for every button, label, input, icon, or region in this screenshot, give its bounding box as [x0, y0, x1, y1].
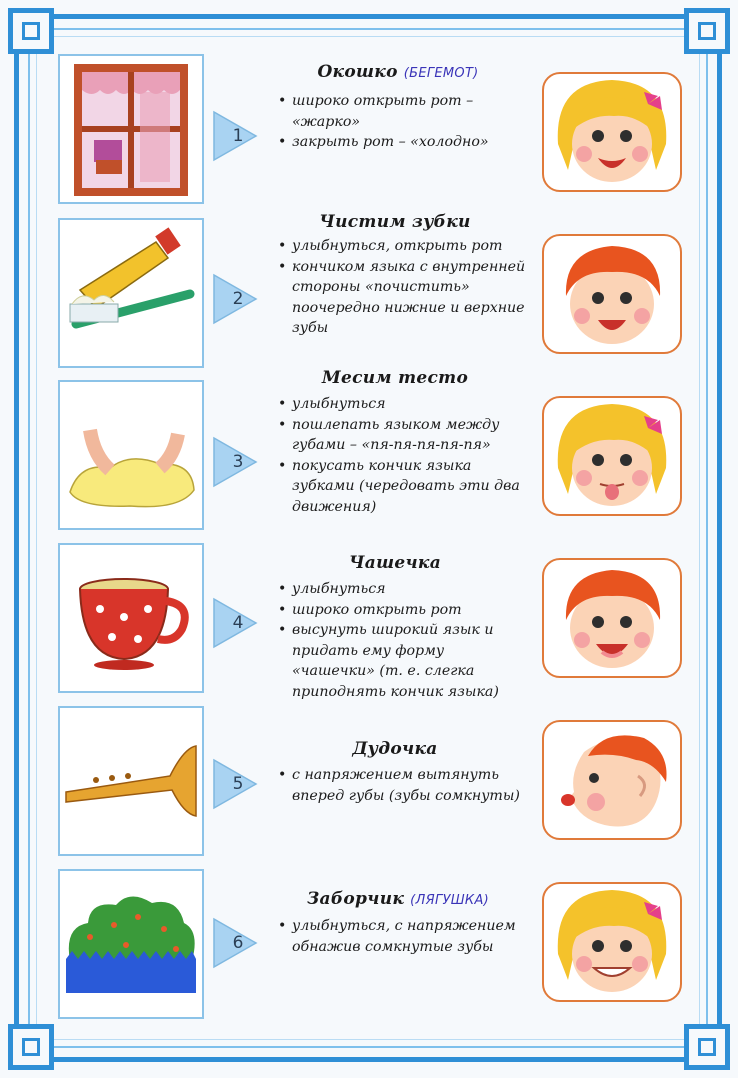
instruction-item: • высунуть широкий язык и придать ему форму «чашечки» (т. е. слегка приподнять кончик языка): [276, 620, 526, 702]
girl-face-icon: [542, 72, 682, 192]
instruction-item: • широко открыть рот – «жарко»: [276, 91, 526, 132]
exercise-number: 6: [232, 933, 244, 953]
title-text: Дудочка: [352, 739, 438, 759]
handwritten-note: (БЕГЕМОТ): [403, 66, 479, 81]
corner-ornament: [8, 1024, 54, 1070]
handwritten-note: (ЛЯГУШКА): [410, 893, 490, 908]
instruction-item: • улыбнуться: [276, 394, 526, 415]
exercise-title: [258, 212, 538, 232]
title-text: Месим тесто: [321, 368, 469, 388]
exercise-number: 4: [232, 613, 244, 633]
exercise-number: 3: [232, 452, 244, 472]
instruction-list: [276, 394, 526, 517]
instruction-item: • улыбнуться: [276, 579, 526, 600]
instruction-list: [276, 765, 526, 806]
instruction-list: [276, 579, 526, 702]
instruction-item: • пошлепать языком между губами – «пя-пя-пя-пя-пя»: [276, 415, 526, 456]
boy-face-icon: [542, 234, 682, 354]
window-icon: [58, 54, 204, 204]
exercise-title: [258, 553, 538, 573]
instruction-list: [276, 236, 526, 339]
instruction-item: • улыбнуться, с напряжением обнажив сомкнутые зубы: [276, 916, 526, 957]
toothbrush-icon: [58, 218, 204, 368]
title-text: Чашечка: [348, 553, 442, 573]
exercise-title: [258, 62, 538, 82]
girl-face-icon: [542, 396, 682, 516]
instruction-item: • широко открыть рот: [276, 600, 526, 621]
corner-ornament: [8, 8, 54, 54]
exercise-title: [258, 889, 538, 909]
exercise-number: 5: [232, 774, 244, 794]
fence-icon: [58, 869, 204, 1019]
title-text: Чистим зубки: [319, 212, 471, 232]
instruction-list: [276, 91, 526, 153]
instruction-item: • улыбнуться, открыть рот: [276, 236, 526, 257]
instruction-item: • закрыть рот – «холодно»: [276, 132, 526, 153]
instruction-item: • кончиком языка с внутренней стороны «почистить» поочередно нижние и верхние зубы: [276, 257, 526, 339]
exercise-number: 2: [232, 289, 244, 309]
instruction-list: [276, 916, 526, 957]
exercise-title: [258, 368, 538, 388]
title-text: Заборчик: [306, 889, 405, 909]
cup-icon: [58, 543, 204, 693]
instruction-item: • покусать кончик языка зубками (чередовать эти два движения): [276, 456, 526, 518]
boy-face-icon: [542, 558, 682, 678]
exercise-title: [258, 739, 538, 759]
corner-ornament: [684, 1024, 730, 1070]
instruction-item: • с напряжением вытянуть вперед губы (зубы сомкнуты): [276, 765, 526, 806]
girl-face-icon: [542, 882, 682, 1002]
exercise-number: 1: [232, 126, 244, 146]
dough-icon: [58, 380, 204, 530]
boy-profile-icon: [542, 720, 682, 840]
pipe-icon: [58, 706, 204, 856]
title-text: Окошко: [317, 62, 398, 82]
corner-ornament: [684, 8, 730, 54]
